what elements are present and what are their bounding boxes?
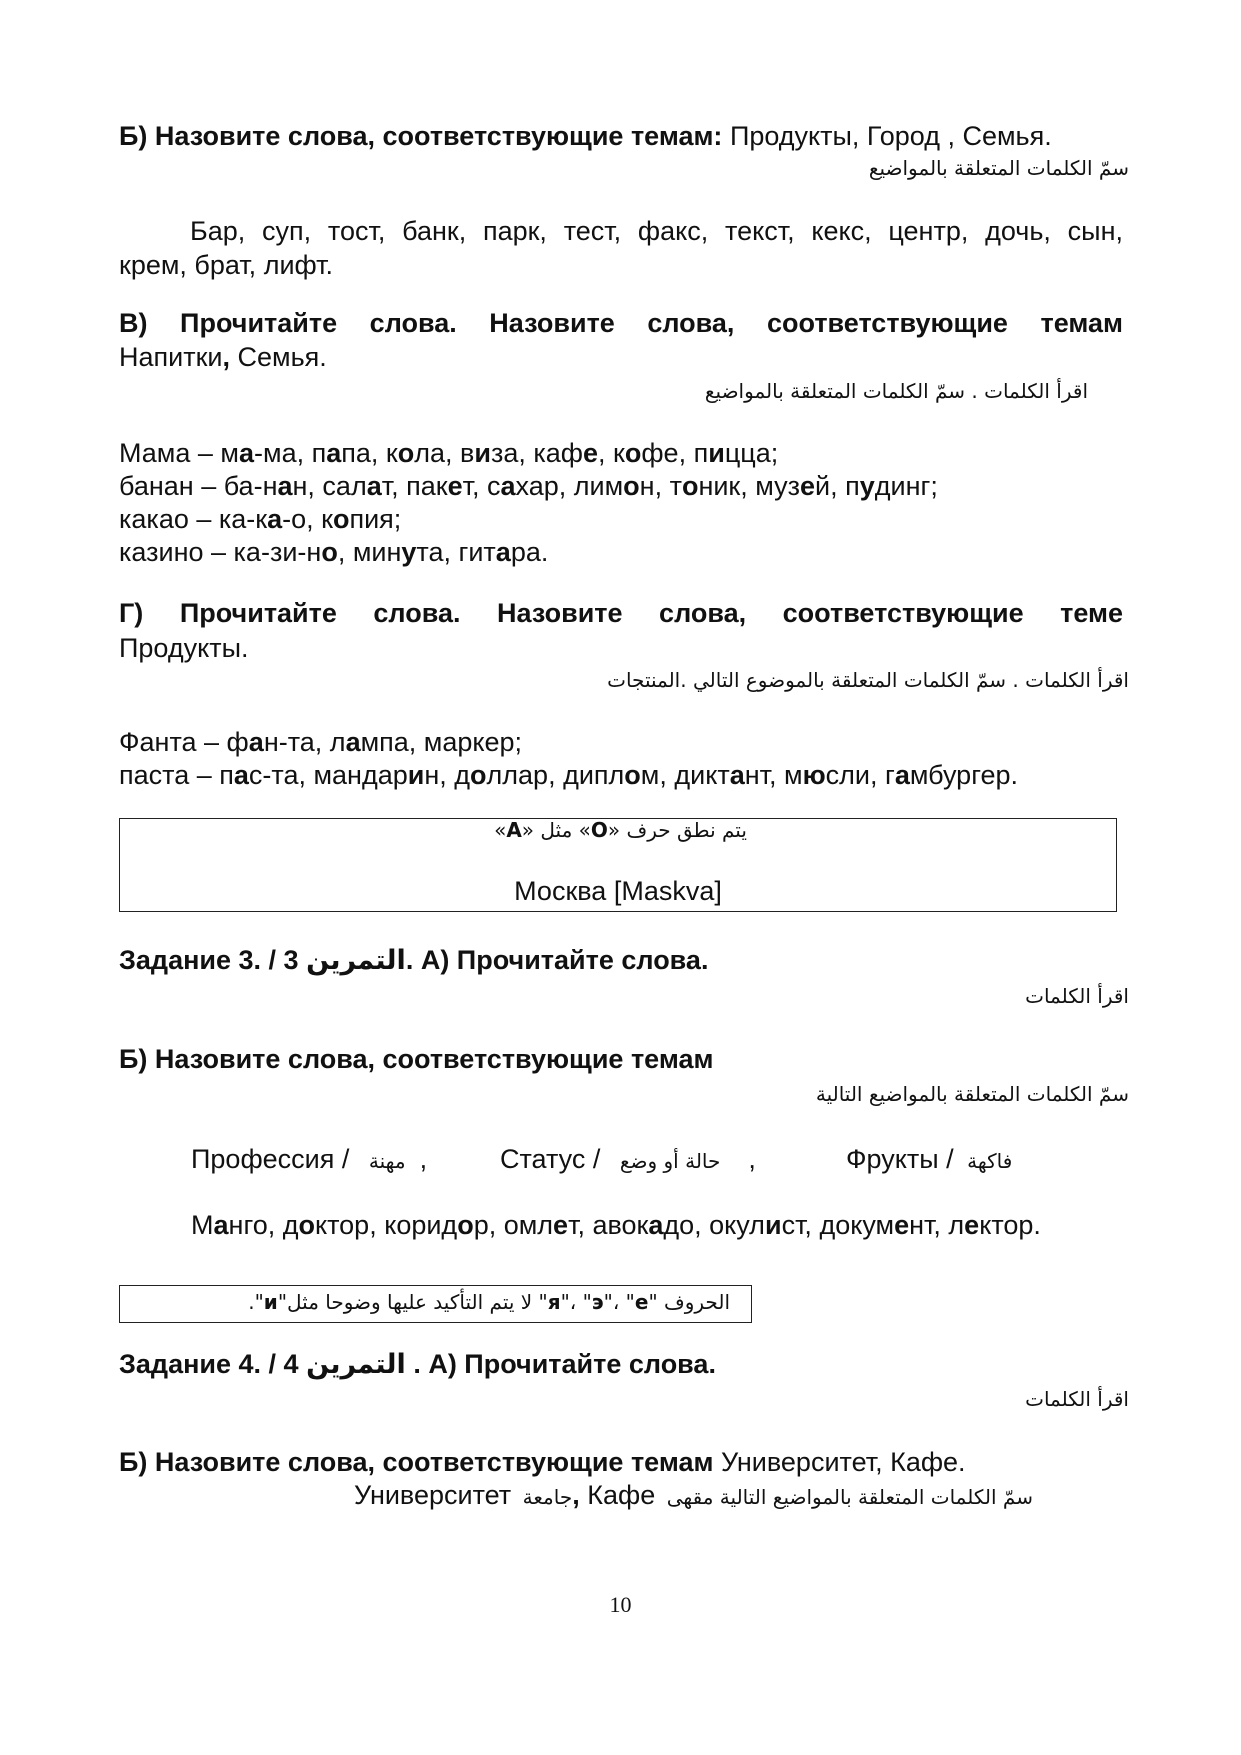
- stressed-vowel: о: [298, 1210, 315, 1240]
- stressed-vowel: и: [407, 760, 425, 790]
- word-segment: т, авок: [568, 1210, 649, 1240]
- section-v-topics: [119, 341, 327, 373]
- task3-topic-fruits-ar: فاكهة: [967, 1149, 1013, 1173]
- task4-arabic: اقرأ الكلمات: [1025, 1387, 1129, 1411]
- word-segment: мпа, маркер;: [360, 727, 523, 757]
- stressed-vowel: о: [470, 760, 487, 790]
- task4-b-arabic-line: Университет جامعة, Кафе سمّ الكلمات المتعلقة بالمواضيع التالية مقهى: [354, 1480, 1033, 1510]
- task3-topic-status-ar: حالة أو وضع: [619, 1149, 721, 1173]
- section-b1-words-line1: Бар, суп, тост, банк, парк, тест, факс, текст, кекс, центр, дочь, сын,: [190, 216, 1123, 246]
- section-v-topic-drinks: Напитки: [119, 342, 223, 372]
- stressed-vowel: а: [648, 1210, 664, 1240]
- word-segment: й, п: [815, 471, 860, 501]
- word-segment: т, пак: [381, 471, 448, 501]
- stressed-vowel: у: [401, 537, 417, 567]
- section-g-topic: Продукты.: [119, 633, 249, 663]
- section-b1-topics: Продукты, Город , Семья.: [722, 121, 1052, 151]
- task3-label: Задание 3. / 3 التمرين. А) Прочитайте слова.: [119, 945, 709, 975]
- task4-label: Задание 4. / 4 التمرين . А) Прочитайте слова.: [119, 1349, 716, 1379]
- section-g-arabic: اقرأ الكلمات . سمّ الكلمات المتعلقة بالموضوع التالي .المنتجات: [607, 668, 1129, 692]
- word-segment: цца;: [724, 438, 779, 468]
- section-b1-arabic: سمّ الكلمات المتعلقة بالمواضيع: [868, 156, 1129, 180]
- section-v-topic-family: Семья.: [230, 342, 327, 372]
- word-segment: за, каф: [490, 438, 583, 468]
- section-g-line-2: [119, 759, 1018, 791]
- stressed-vowel: а: [326, 438, 342, 468]
- stressed-vowel: ю: [802, 760, 826, 790]
- word-segment: какао – ка-к: [119, 504, 268, 534]
- word-segment: ктор.: [979, 1210, 1041, 1240]
- word-segment: паста – п: [119, 760, 234, 790]
- word-segment: ст, докум: [781, 1210, 895, 1240]
- word-segment: с-та, мандар: [248, 760, 408, 790]
- word-segment: нт, м: [744, 760, 803, 790]
- stressed-vowel: о: [397, 438, 415, 468]
- stress-note: الحروف "я"، "э"، "е" لا يتم التأكيد عليها وضوحا مثل"и".: [248, 1290, 730, 1314]
- word-segment: сли, г: [825, 760, 895, 790]
- word-segment: -ма, п: [254, 438, 327, 468]
- section-v-line-4: [119, 536, 548, 568]
- stressed-vowel: а: [233, 760, 249, 790]
- word-segment: М: [191, 1210, 214, 1240]
- stressed-vowel: е: [582, 438, 599, 468]
- word-segment: ла, в: [414, 438, 475, 468]
- stressed-vowel: у: [859, 471, 875, 501]
- stressed-vowel: е: [553, 1210, 569, 1240]
- pronunciation-example: Москва [Maskva]: [514, 876, 722, 906]
- word-segment: хар, лим: [515, 471, 624, 501]
- word-segment: Фанта – ф: [119, 727, 249, 757]
- section-v-line-1: [119, 437, 778, 469]
- stressed-vowel: а: [894, 760, 910, 790]
- stressed-vowel: о: [623, 471, 640, 501]
- task3-b-arabic: سمّ الكلمات المتعلقة بالمواضيع التالية: [815, 1082, 1129, 1106]
- word-segment: н, д: [424, 760, 471, 790]
- word-segment: казино – ка-зи-н: [119, 537, 322, 567]
- task3-topic-profession-ar: مهنة: [368, 1149, 406, 1173]
- stressed-vowel: о: [624, 438, 642, 468]
- task4-cafe-ru: Кафе: [587, 1480, 656, 1510]
- task3-topic-fruits: Фрукты / فاكهة: [846, 1144, 1013, 1174]
- word-segment: ктор, корид: [314, 1210, 458, 1240]
- stressed-vowel: а: [248, 727, 264, 757]
- task3-topic-status: Статус / حالة أو وضع ,: [500, 1144, 756, 1174]
- stressed-vowel: е: [800, 471, 816, 501]
- page-number: 10: [609, 1592, 632, 1617]
- pronunciation-note: يتم نطق حرف «О» مثل «А»: [494, 818, 747, 842]
- word-segment: р, омл: [473, 1210, 554, 1240]
- word-segment: динг;: [874, 471, 938, 501]
- word-segment: фе, п: [641, 438, 709, 468]
- section-b1-words-line2: крем, брат, лифт.: [119, 250, 334, 280]
- stressed-vowel: е: [964, 1210, 980, 1240]
- stressed-vowel: и: [764, 1210, 782, 1240]
- word-segment: т, с: [462, 471, 501, 501]
- section-v-heading: В) Прочитайте слова. Назовите слова, соответствующие темам: [119, 308, 1123, 338]
- word-segment: м, дикт: [640, 760, 730, 790]
- word-segment: , мин: [337, 537, 402, 567]
- stressed-vowel: а: [238, 438, 255, 468]
- word-segment: ра.: [510, 537, 549, 567]
- word-segment: ник, муз: [698, 471, 800, 501]
- task3-words: [191, 1209, 1041, 1241]
- task4-b-arabic: سمّ الكلمات المتعلقة بالمواضيع التالية مقهى: [666, 1485, 1033, 1509]
- word-segment: нт, л: [909, 1210, 965, 1240]
- stressed-vowel: а: [500, 471, 516, 501]
- task3-arabic: اقرأ الكلمات: [1025, 984, 1129, 1008]
- task3-b-heading: Б) Назовите слова, соответствующие темам: [119, 1044, 714, 1074]
- section-v-line-2: [119, 470, 938, 502]
- stressed-vowel: а: [277, 471, 293, 501]
- task3-topic-profession: Профессия / مهنة ,: [191, 1144, 428, 1174]
- word-segment: мбургер.: [909, 760, 1018, 790]
- stressed-vowel: а: [495, 537, 511, 567]
- word-segment: , к: [598, 438, 625, 468]
- word-segment: Мама – м: [119, 438, 239, 468]
- word-segment: па, к: [341, 438, 398, 468]
- stressed-vowel: а: [267, 504, 283, 534]
- word-segment: до, окул: [663, 1210, 765, 1240]
- letter-a: А: [506, 818, 522, 842]
- word-segment: -о, к: [282, 504, 333, 534]
- stressed-vowel: е: [447, 471, 463, 501]
- letter-o: О: [590, 818, 608, 842]
- stressed-vowel: о: [321, 537, 338, 567]
- word-segment: н, т: [639, 471, 682, 501]
- task4-b-heading: Б) Назовите слова, соответствующие темам Университет, Кафе.: [119, 1447, 966, 1477]
- section-g-heading: Г) Прочитайте слова. Назовите слова, соответствующие теме: [119, 598, 1123, 628]
- word-segment: ллар, дипл: [486, 760, 625, 790]
- stressed-vowel: а: [345, 727, 361, 757]
- word-segment: пия;: [349, 504, 402, 534]
- section-b1-heading: [119, 120, 1052, 152]
- section-v-line-3: [119, 503, 401, 535]
- stressed-vowel: е: [894, 1210, 910, 1240]
- word-segment: та, гит: [416, 537, 496, 567]
- stressed-vowel: а: [213, 1210, 229, 1240]
- task4-univ-ar: جامعة: [522, 1485, 573, 1509]
- section-v-topic-comma: ,: [222, 342, 230, 372]
- stressed-vowel: и: [474, 438, 491, 468]
- word-segment: н-та, л: [263, 727, 346, 757]
- stressed-vowel: и: [708, 438, 725, 468]
- stressed-vowel: о: [624, 760, 641, 790]
- stressed-vowel: о: [681, 471, 699, 501]
- stressed-vowel: о: [457, 1210, 474, 1240]
- word-segment: нго, д: [228, 1210, 299, 1240]
- section-b1-heading-bold: Б) Назовите слова, соответствующие темам:: [119, 121, 723, 151]
- section-g-line-1: [119, 726, 522, 758]
- stressed-vowel: а: [729, 760, 745, 790]
- stressed-vowel: о: [332, 504, 350, 534]
- word-segment: банан – ба-н: [119, 471, 278, 501]
- word-segment: н, сал: [292, 471, 367, 501]
- task4-univ-ru: Университет: [354, 1480, 512, 1510]
- stressed-vowel: а: [366, 471, 382, 501]
- section-v-arabic: اقرأ الكلمات . سمّ الكلمات المتعلقة بالمواضيع: [704, 379, 1088, 403]
